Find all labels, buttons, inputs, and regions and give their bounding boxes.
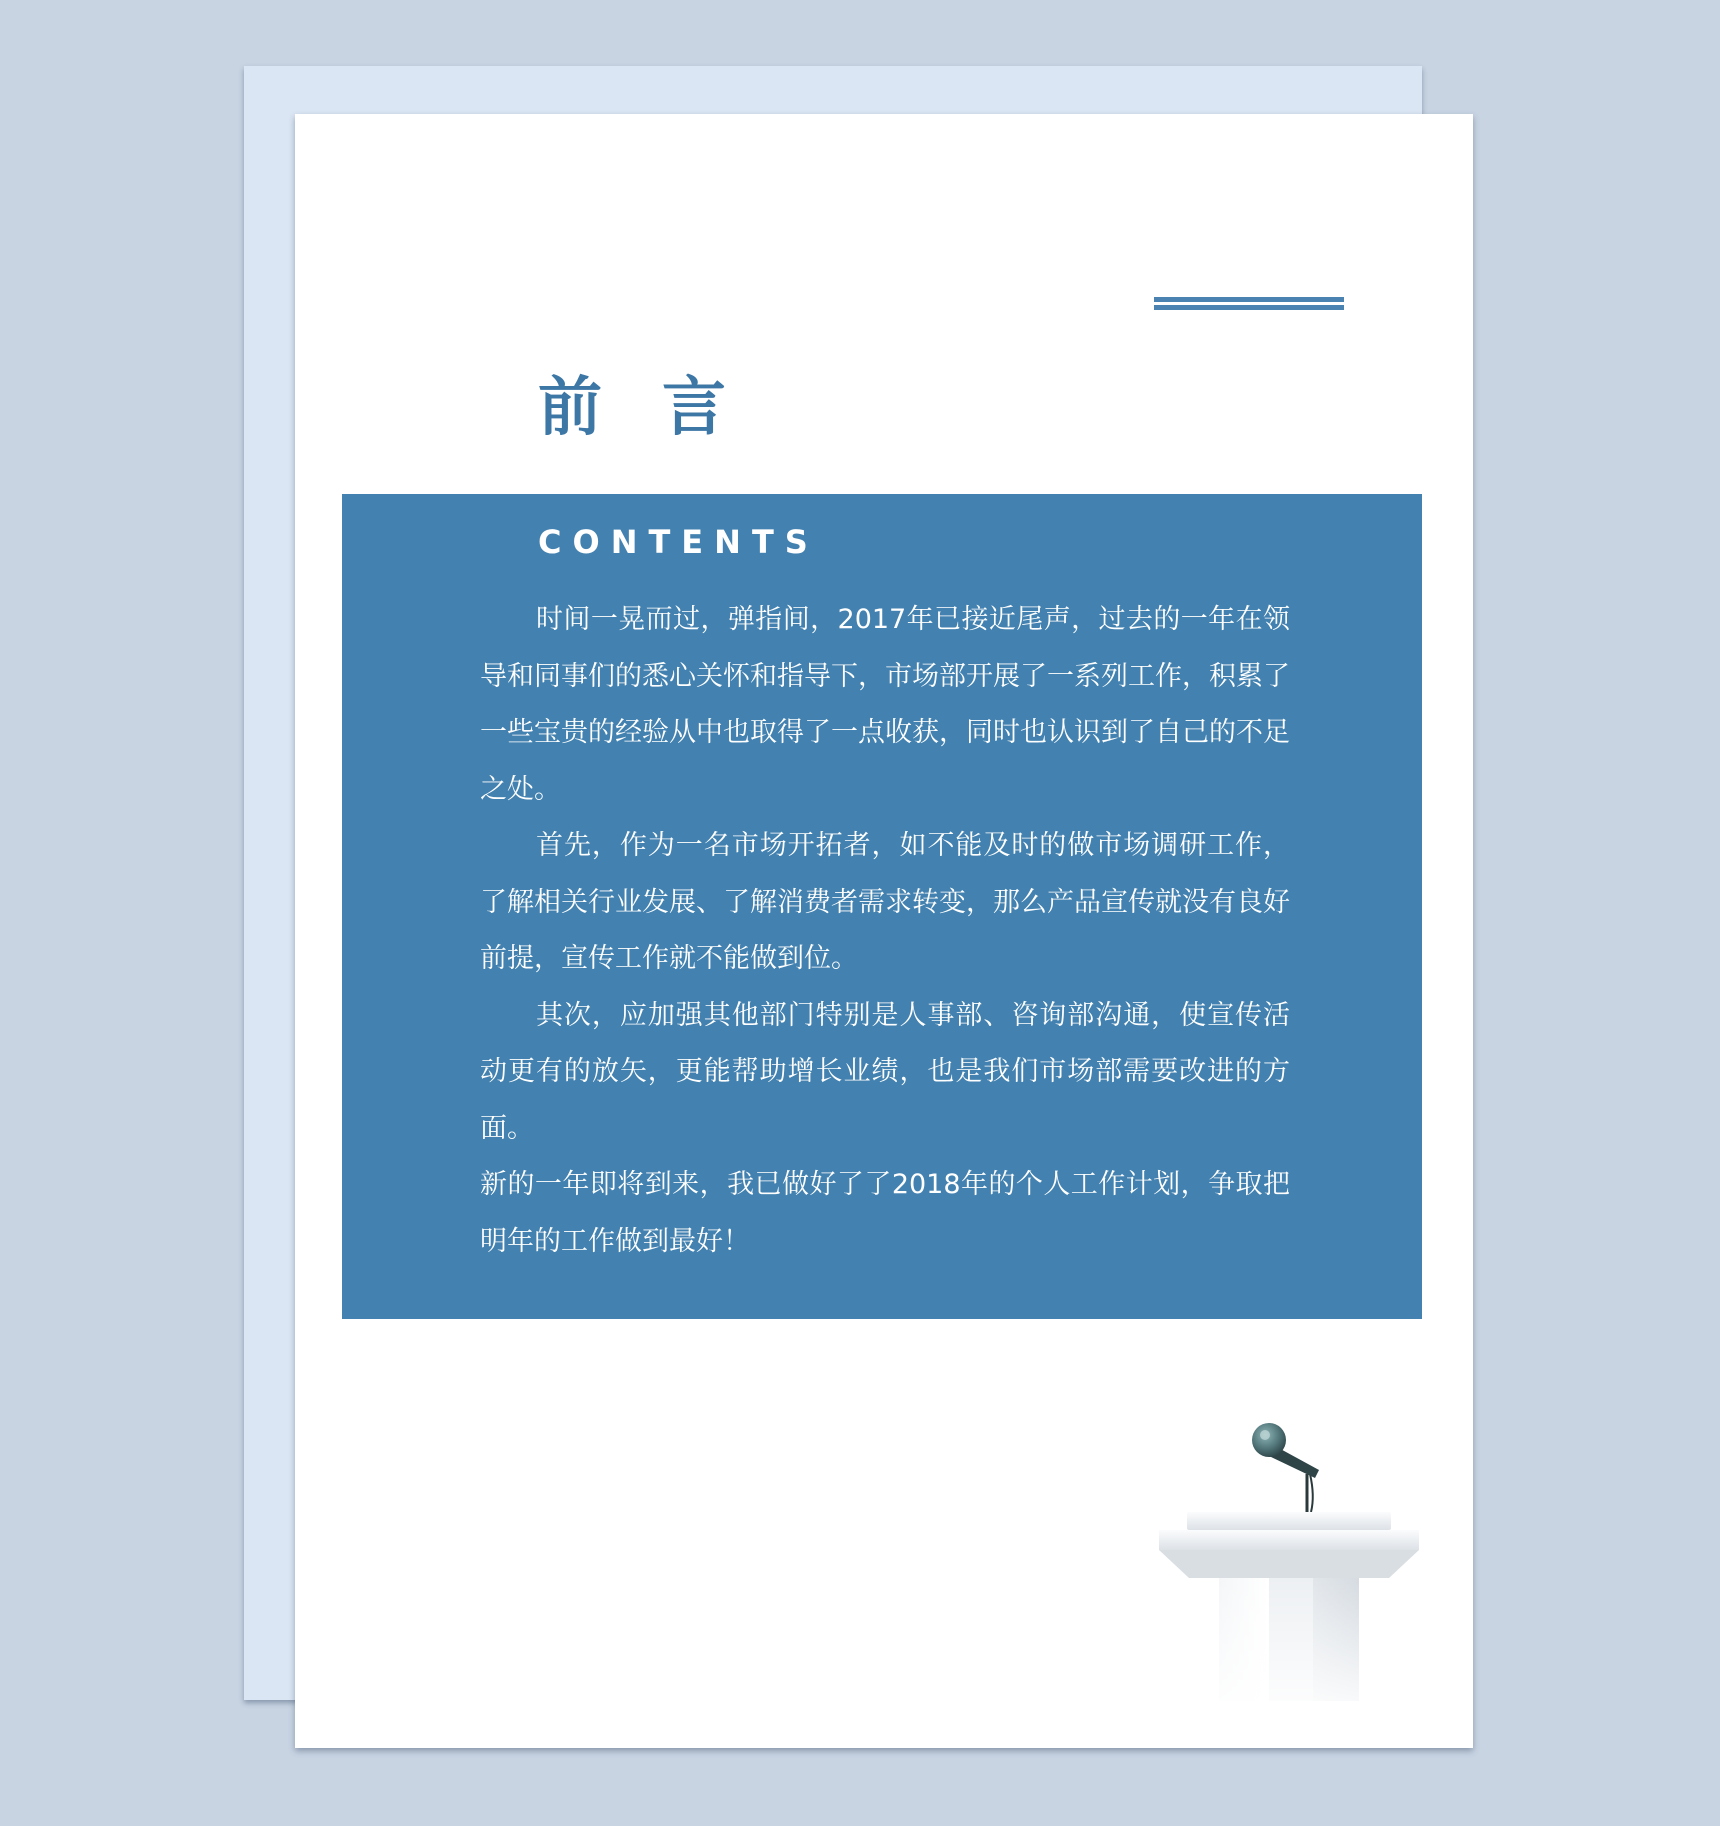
paragraph-closing: 新的一年即将到来，我已做好了了2018年的个人工作计划，争取把明年的工作做到最好！ — [480, 1169, 1290, 1257]
paragraph-second: 其次，应加强其他部门特别是人事部、咨询部沟通，使宣传活动更有的放矢，更能帮助增长业绩，也是我们市场部需要改进的方面。 — [480, 999, 1290, 1144]
decorative-line-bottom — [1154, 305, 1344, 310]
decorative-double-line — [1154, 297, 1344, 311]
podium-microphone-icon — [1157, 1416, 1421, 1701]
content-box — [342, 494, 1422, 1319]
document-page — [295, 114, 1473, 1748]
paragraph-intro: 时间一晃而过，弹指间，2017年已接近尾声，过去的一年在领导和同事们的悉心关怀和指导下，市场部开展了一系列工作，积累了一些宝贵的经验从中也取得了一点收获，同时也认识到了自己的不足之处。 — [480, 604, 1290, 805]
page-title: 前言 — [538, 371, 786, 445]
contents-label: CONTENTS — [538, 523, 819, 561]
decorative-line-top — [1154, 297, 1344, 302]
paragraph-first: 首先，作为一名市场开拓者，如不能及时的做市场调研工作，了解相关行业发展、了解消费者需求转变，那么产品宣传就没有良好前提，宣传工作就不能做到位。 — [480, 830, 1290, 974]
body-text — [480, 592, 1290, 1270]
